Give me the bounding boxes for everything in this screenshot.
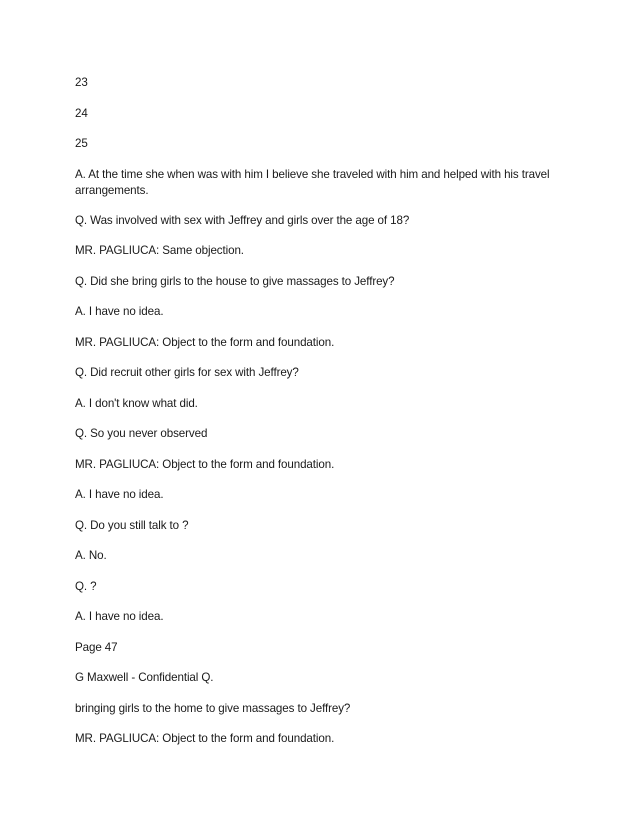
objection-form-foundation: MR. PAGLIUCA: Object to the form and foundation. — [75, 457, 335, 471]
page-number: Page 47 — [75, 640, 118, 654]
answer-no-idea: A. I have no idea. — [75, 305, 164, 318]
question-recruit: Q. Did recruit other girls for sex with Jeffrey? — [75, 366, 299, 379]
document-page — [75, 75, 575, 762]
question-over-18: Q. Was involved with sex with Jeffrey and girls over the age of 18? — [75, 213, 410, 227]
answer-dont-know: A. I don't know what did. — [75, 396, 198, 410]
answer-no: A. No. — [75, 549, 107, 562]
line-number-25: 25 — [75, 137, 88, 150]
objection-form-foundation: MR. PAGLIUCA: Object to the form and foundation. — [75, 335, 335, 349]
objection-form-foundation: MR. PAGLIUCA: Object to the form and foundation. — [75, 732, 335, 745]
question-blank: Q. ? — [75, 579, 97, 593]
line-number-24: 24 — [75, 106, 88, 120]
question-bringing-girls: bringing girls to the home to give massages to Jeffrey? — [75, 701, 351, 715]
question-still-talk: Q. Do you still talk to ? — [75, 518, 189, 532]
answer-travel-arrangements: A. At the time she when was with him I believe she traveled with him and helped with his travel arrangements. — [75, 167, 550, 197]
question-bring-girls: Q. Did she bring girls to the house to give massages to Jeffrey? — [75, 274, 395, 288]
answer-no-idea: A. I have no idea. — [75, 610, 164, 623]
line-number-23: 23 — [75, 76, 88, 89]
objection-same: MR. PAGLIUCA: Same objection. — [75, 244, 244, 257]
confidential-header: G Maxwell - Confidential Q. — [75, 671, 214, 684]
question-never-observed: Q. So you never observed — [75, 427, 208, 440]
answer-no-idea: A. I have no idea. — [75, 488, 164, 501]
